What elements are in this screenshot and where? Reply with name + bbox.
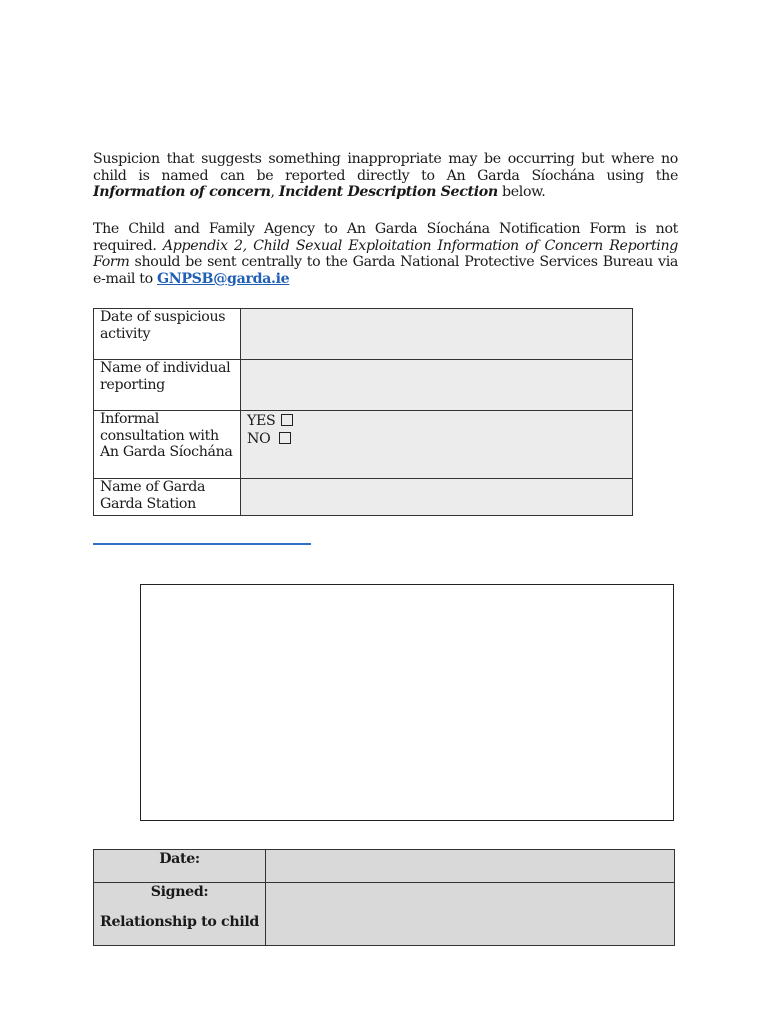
- individual-reporting-label: Name of individual reporting: [94, 360, 241, 411]
- intro-text-a: Suspicion that suggests something inappropriate may be occurring but where no child is named can be reported directly to An Garda Síochána using the: [93, 151, 678, 184]
- report-info-table: [93, 308, 633, 516]
- yes-option[interactable]: [247, 413, 626, 430]
- informal-consultation-field: [241, 411, 633, 479]
- signed-field[interactable]: [266, 883, 675, 946]
- table-row: [94, 411, 633, 479]
- date-field[interactable]: [266, 850, 675, 883]
- signed-relationship-labels: [94, 883, 266, 946]
- table-row: [94, 883, 675, 946]
- section-rule: [93, 543, 311, 545]
- notification-text-a: The Child and Family Agency to An Garda Síochána Notification Form is not required.: [93, 221, 678, 254]
- signature-table: [93, 849, 675, 946]
- email-link[interactable]: GNPSB@garda.ie: [156, 270, 290, 287]
- garda-station-label: Name of Garda Garda Station: [94, 479, 241, 516]
- date-of-activity-label: Date of suspicious activity: [94, 309, 241, 360]
- yes-checkbox[interactable]: [281, 414, 293, 426]
- no-label: NO: [247, 430, 271, 447]
- table-row: [94, 309, 633, 360]
- yes-label: YES: [247, 413, 276, 429]
- information-of-concern-ref: Information of concern: [93, 184, 271, 201]
- informal-consultation-label: Informal consultation with An Garda Síochána: [94, 411, 241, 479]
- date-label: Date:: [94, 850, 266, 883]
- relationship-label: Relationship to child: [100, 913, 259, 930]
- date-of-activity-field[interactable]: [241, 309, 633, 360]
- notification-text-b: should be sent centrally to the Garda National Protective Services Bureau via e-mail to: [93, 254, 678, 287]
- table-row: [94, 850, 675, 883]
- signed-label: Signed:: [150, 884, 209, 900]
- no-checkbox[interactable]: [279, 432, 291, 444]
- notification-paragraph: [93, 221, 678, 287]
- incident-description-box[interactable]: [140, 584, 674, 821]
- individual-reporting-field[interactable]: [241, 360, 633, 411]
- table-row: [94, 360, 633, 411]
- intro-text-b: below.: [497, 184, 546, 201]
- incident-description-ref: Incident Description Section: [278, 184, 498, 201]
- appendix-ref: Appendix 2, Child Sexual Exploitation Information of Concern Reporting Form: [93, 237, 678, 271]
- table-row: [94, 479, 633, 516]
- intro-paragraph: [93, 151, 678, 201]
- intro-comma: ,: [270, 184, 279, 201]
- no-option[interactable]: [247, 431, 626, 448]
- garda-station-field[interactable]: [241, 479, 633, 516]
